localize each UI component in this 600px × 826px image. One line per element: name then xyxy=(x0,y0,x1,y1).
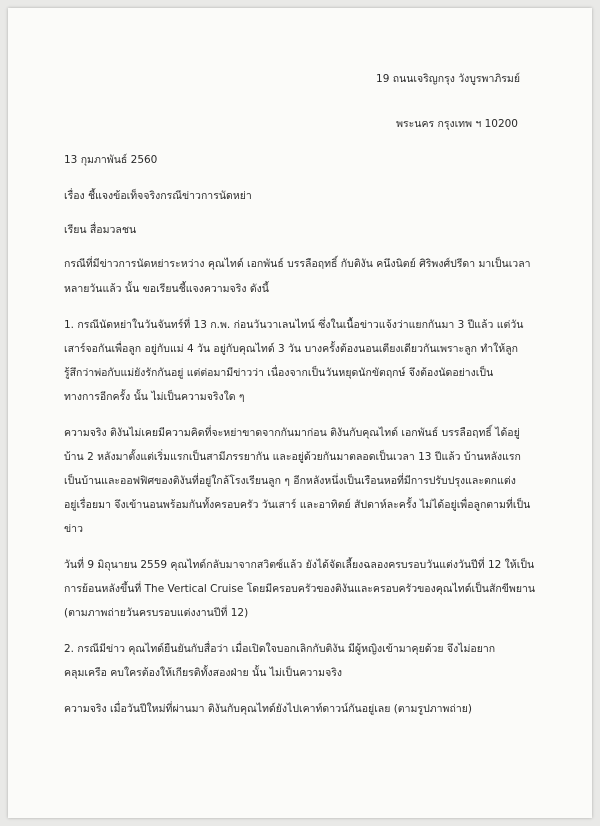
address-line-1: 19 ถนนเจริญกรุง วังบูรพาภิรมย์ xyxy=(376,73,520,85)
letter-page xyxy=(8,8,592,818)
letter-date: 13 กุมภาพันธ์ 2560 xyxy=(64,154,158,166)
paragraph-line: รู้สึกว่าพ่อกับแม่ยังรักกันอยู่ แต่ต่อมามีข่าวว่า เนื่องจากเป็นวันหยุดนักขัตฤกษ์ จึงต้องนัดอย่างเป็น xyxy=(64,367,494,379)
paragraph-line: เป็นบ้านและออฟฟิศของติงันที่อยู่ใกล้โรงเรียนลูก ๆ อีกหลังหนึ่งเป็นเรือนหอที่มีการปรับปรุงและตกแต่ง xyxy=(64,475,516,487)
paragraph-line: 1. กรณีนัดหย่าในวันจันทร์ที่ 13 ก.พ. ก่อนวันวาเลนไทน์ ซึ่งในเนื้อข่าวแจ้งว่าแยกกันมา 3 ปีแล้ว แต่วัน xyxy=(64,319,524,331)
letter-salutation: เรียน สื่อมวลชน xyxy=(64,224,137,236)
paragraph-line: ทางการอีกครั้ง นั้น ไม่เป็นความจริงใด ๆ xyxy=(64,391,245,403)
paragraph-line: หลายวันแล้ว นั้น ขอเรียนชี้แจงความจริง ดังนี้ xyxy=(64,283,269,295)
paragraph-line: คลุมเครือ คบใครต้องให้เกียรติทั้งสองฝ่าย นั้น ไม่เป็นความจริง xyxy=(64,667,343,679)
paragraph-line: (ตามภาพถ่ายวันครบรอบแต่งงานปีที่ 12) xyxy=(64,607,249,619)
paragraph-line: ความจริง เมื่อวันปีใหม่ที่ผ่านมา ติงันกับคุณไทด์ยังไปเคาท์ดาวน์กันอยู่เลย (ตามรูปภาพถ่าย) xyxy=(64,703,472,715)
paragraph-line: วันที่ 9 มิถุนายน 2559 คุณไทด์กลับมาจากสวิตซ์แล้ว ยังได้จัดเลี้ยงฉลองครบรอบวันแต่งวันปีที่ 12 ให้เป็น xyxy=(64,559,535,571)
letter-subject: เรื่อง ชี้แจงข้อเท็จจริงกรณีข่าวการนัดหย่า xyxy=(64,190,252,202)
paragraph-line: 2. กรณีมีข่าว คุณไทด์ยืนยันกับสื่อว่า เมื่อเปิดใจบอกเลิกกับติงัน มีผู้หญิงเข้ามาคุยด้วย จึงไม่อยาก xyxy=(64,643,496,655)
paragraph-line: บ้าน 2 หลังมาตั้งแต่เริ่มแรกเป็นสามีภรรยากัน และอยู่ด้วยกันมาตลอดเป็นเวลา 13 ปีแล้ว บ้านหลังแรก xyxy=(64,451,521,463)
paragraph-line: กรณีที่มีข่าวการนัดหย่าระหว่าง คุณไทด์ เอกพันธ์ บรรลือฤทธิ์ กับติงัน คนึงนิตย์ ศิริพงศ์ปรีดา มาเป็นเวลา xyxy=(64,258,531,270)
address-line-2: พระนคร กรุงเทพ ฯ 10200 xyxy=(396,118,518,130)
paragraph-line: ข่าว xyxy=(64,523,83,535)
paragraph-line: การย้อนหลังขึ้นที่ The Vertical Cruise โดยมีครอบครัวของติงันและครอบครัวของคุณไทด์เป็นสักขีพยาน xyxy=(64,583,536,595)
paragraph-line: เสาร์จอกันเพื่อลูก อยู่กับแม่ 4 วัน อยู่กับคุณไทด์ 3 วัน บางครั้งต้องนอนเตียงเดียวกันเพราะลูก ทำให้ลูก xyxy=(64,343,518,355)
paragraph-line: ความจริง ติงันไม่เคยมีความคิดที่จะหย่าขาดจากกันมาก่อน ติงันกับคุณไทด์ เอกพันธ์ บรรลือฤทธิ์ ได้อยู่ xyxy=(64,427,520,439)
paragraph-line: อยู่เรื่อยมา จึงเข้านอนพร้อมกันทั้งครอบครัว วันเสาร์ และอาทิตย์ สัปดาห์ละครั้ง ไม่ได้อยู่เพื่อลูกตามที่เป็น xyxy=(64,499,531,511)
